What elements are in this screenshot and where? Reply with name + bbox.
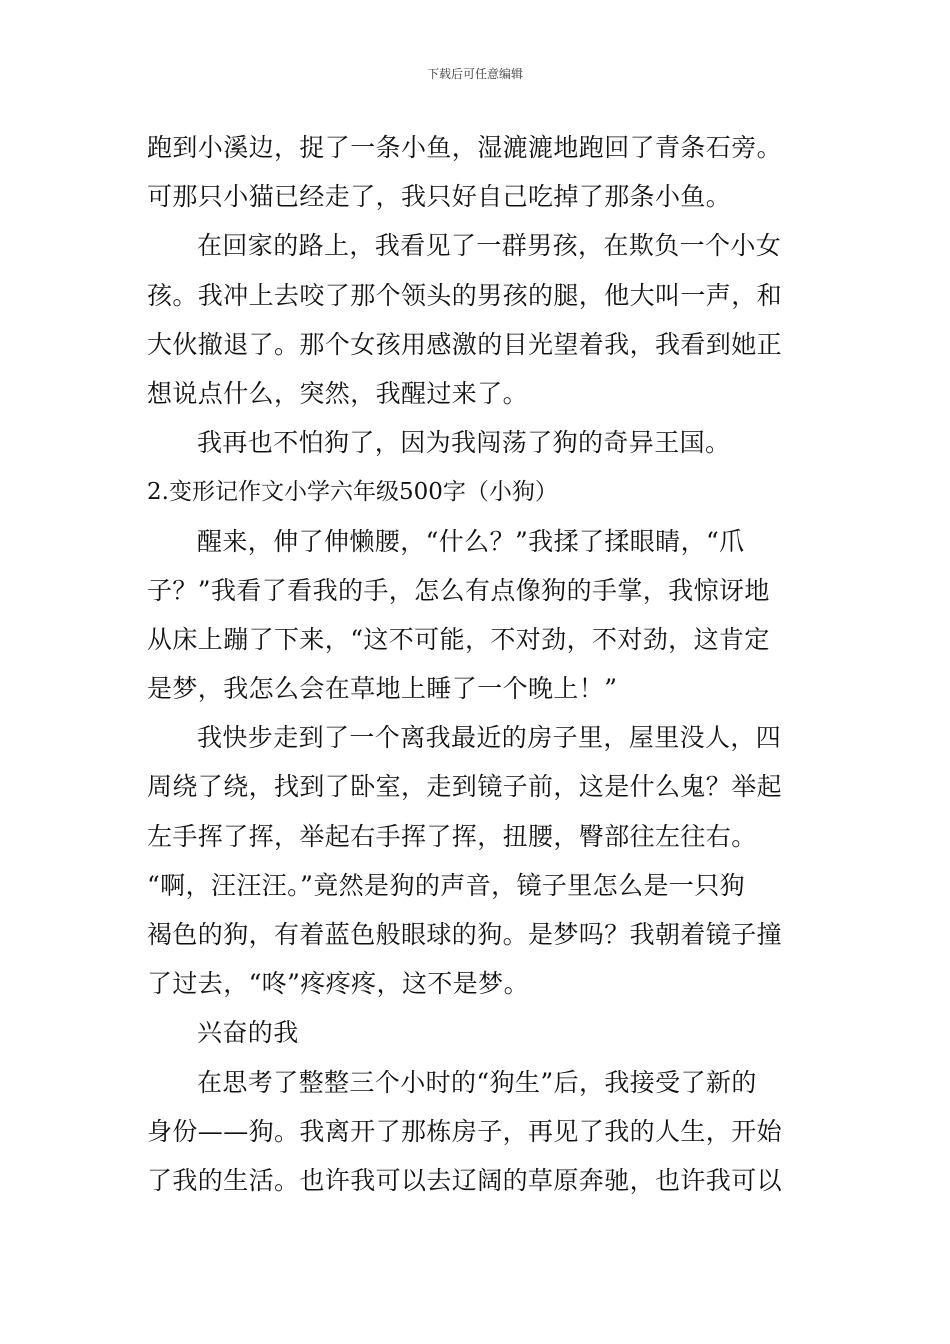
text-line: “啊，汪汪汪。”竟然是狗的声音，镜子里怎么是一只狗	[147, 870, 746, 900]
text-line: 可那只小猫已经走了，我只好自己吃掉了那条小鱼。	[147, 182, 732, 212]
text-line: 醒来，伸了伸懒腰，“什么？”我揉了揉眼睛，“爪	[197, 526, 745, 556]
text-line: 身份——狗。我离开了那栋房子，再见了我的人生，开始	[147, 1116, 783, 1146]
text-line: 左手挥了挥，举起右手挥了挥，扭腰，臀部往左往右。	[147, 821, 757, 851]
text-line: 了我的生活。也许我可以去辽阔的草原奔驰，也许我可以	[147, 1165, 783, 1195]
text-line: 周绕了绕，找到了卧室，走到镜子前，这是什么鬼？举起	[147, 772, 783, 802]
text-line: 褐色的狗，有着蓝色般眼球的狗。是梦吗？我朝着镜子撞	[147, 920, 783, 949]
text-line: 想说点什么，突然，我醒过来了。	[147, 378, 529, 408]
text-line: 兴奋的我	[197, 1018, 299, 1048]
text-line: 从床上蹦了下来，“这不可能，不对劲，不对劲，这肯定	[147, 624, 770, 654]
section-heading: 2.变形记作文小学六年级500字（小狗）	[147, 479, 558, 506]
document-body	[147, 128, 809, 1210]
text-line: 大伙撤退了。那个女孩用感激的目光望着我，我看到她正	[147, 329, 783, 359]
text-line: 在回家的路上，我看见了一群男孩，在欺负一个小女	[197, 231, 782, 261]
page-header: 下载后可任意编辑	[426, 67, 523, 81]
text-line: 子？”我看了看我的手，怎么有点像狗的手掌，我惊讶地	[147, 575, 770, 605]
text-line: 跑到小溪边，捉了一条小鱼，湿漉漉地跑回了青条石旁。	[147, 133, 783, 162]
text-line: 在思考了整整三个小时的“狗生”后，我接受了新的	[197, 1067, 757, 1097]
text-line: 了过去，“咚”疼疼疼，这不是梦。	[147, 969, 529, 999]
text-line: 孩。我冲上去咬了那个领头的男孩的腿，他大叫一声，和	[147, 280, 783, 310]
text-line: 我再也不怕狗了，因为我闯荡了狗的奇异王国。	[197, 428, 731, 458]
text-line: 我快步走到了一个离我最近的房子里，屋里没人，四	[197, 723, 782, 753]
text-line: 是梦，我怎么会在草地上睡了一个晚上！”	[147, 674, 618, 704]
